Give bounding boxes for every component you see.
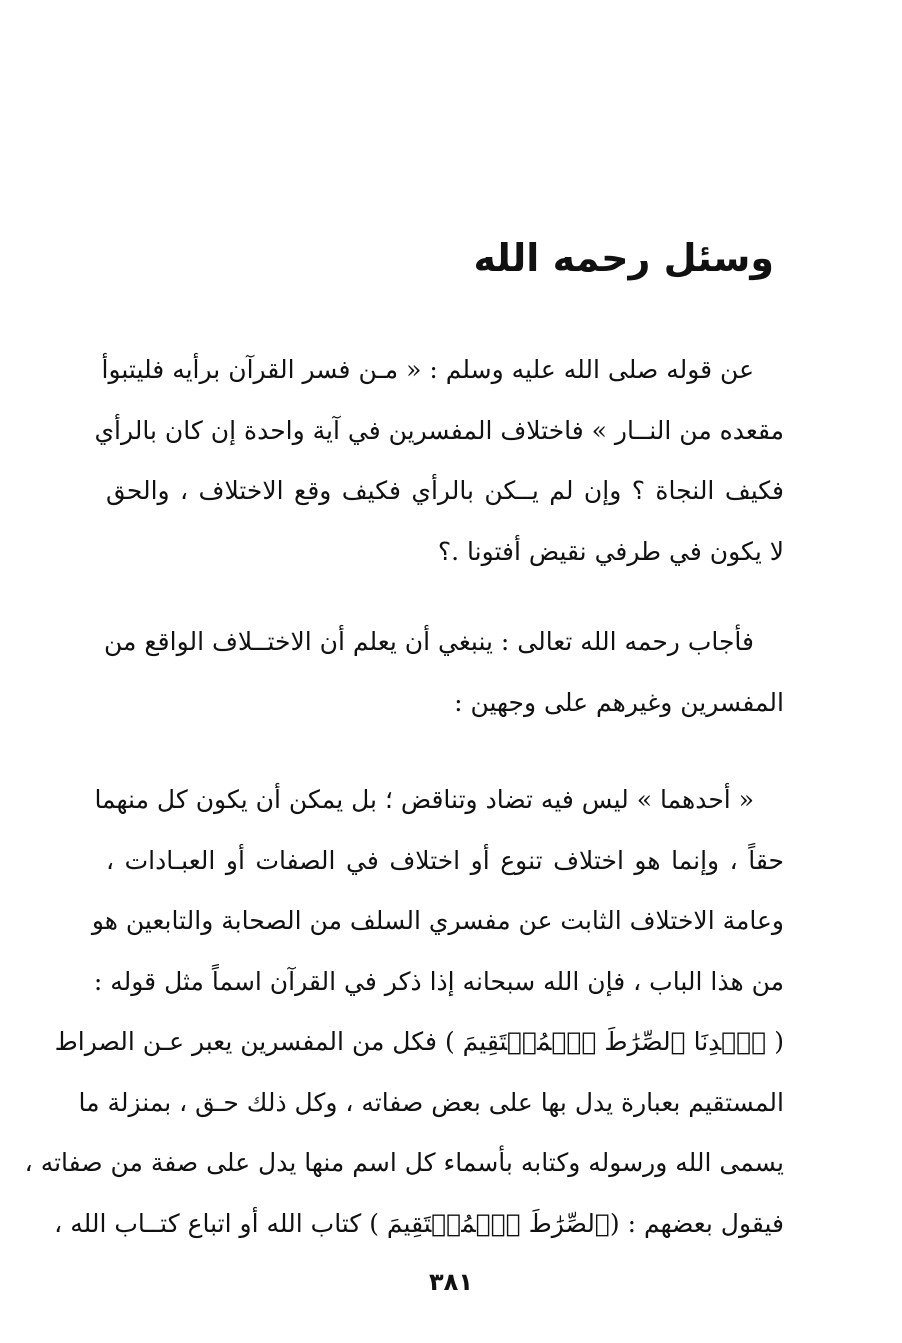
text-line: عن قوله صلى الله عليه وسلم : « مـن فسر القرآن برأيه فليتبوأ [101,355,754,384]
text-line: لا يكون في طرفي نقيض أفتونا .؟ [437,536,784,566]
text-line: المفسرين وغيرهم على وجهين : [454,687,784,717]
text-line: حقاً ، وإنما هو اختلاف تنوع أو اختلاف في الصفات أو العبـادات ، [106,845,784,875]
text-line: فيقول بعضهم : (ٱلصِّرَٰطَ ٱلۡمُسۡتَقِيمَ ) كتاب الله أو اتباع كتــاب الله ، [54,1208,784,1238]
text-line: المستقيم بعبارة يدل بها على بعض صفاته ، وكل ذلك حـق ، بمنزلة ما [78,1087,784,1117]
page-number: ٣٨١ [429,1268,473,1296]
text-line: ( ٱهۡدِنَا ٱلصِّرَٰطَ ٱلۡمُسۡتَقِيمَ ) فكل من المفسرين يعبر عـن الصراط [54,1027,784,1056]
section-heading: وسئل رحمه الله [473,236,774,280]
text-line: فأجاب رحمه الله تعالى : ينبغي أن يعلم أن الاختــلاف الواقع من [104,627,754,656]
text-line: مقعده من النــار » فاختلاف المفسرين في آية واحدة إن كان بالرأي [94,415,784,445]
answer-intro-paragraph [106,612,784,733]
answer-body-paragraph [24,770,784,1254]
text-line: « أحدهما » ليس فيه تضاد وتناقض ؛ بل يمكن أن يكون كل منهما [94,785,754,814]
text-line: يسمى الله ورسوله وكتابه بأسماء كل اسم منها يدل على صفة من صفاته ، [24,1148,784,1177]
text-line: وعامة الاختلاف الثابت عن مفسري السلف من الصحابة والتابعين هو [91,906,784,935]
text-line: من هذا الباب ، فإن الله سبحانه إذا ذكر في القرآن اسماً مثل قوله : [93,966,784,996]
question-paragraph [94,340,784,582]
text-line: فكيف النجاة ؟ وإن لم يــكن بالرأي فكيف وقع الاختلاف ، والحق [106,476,784,505]
